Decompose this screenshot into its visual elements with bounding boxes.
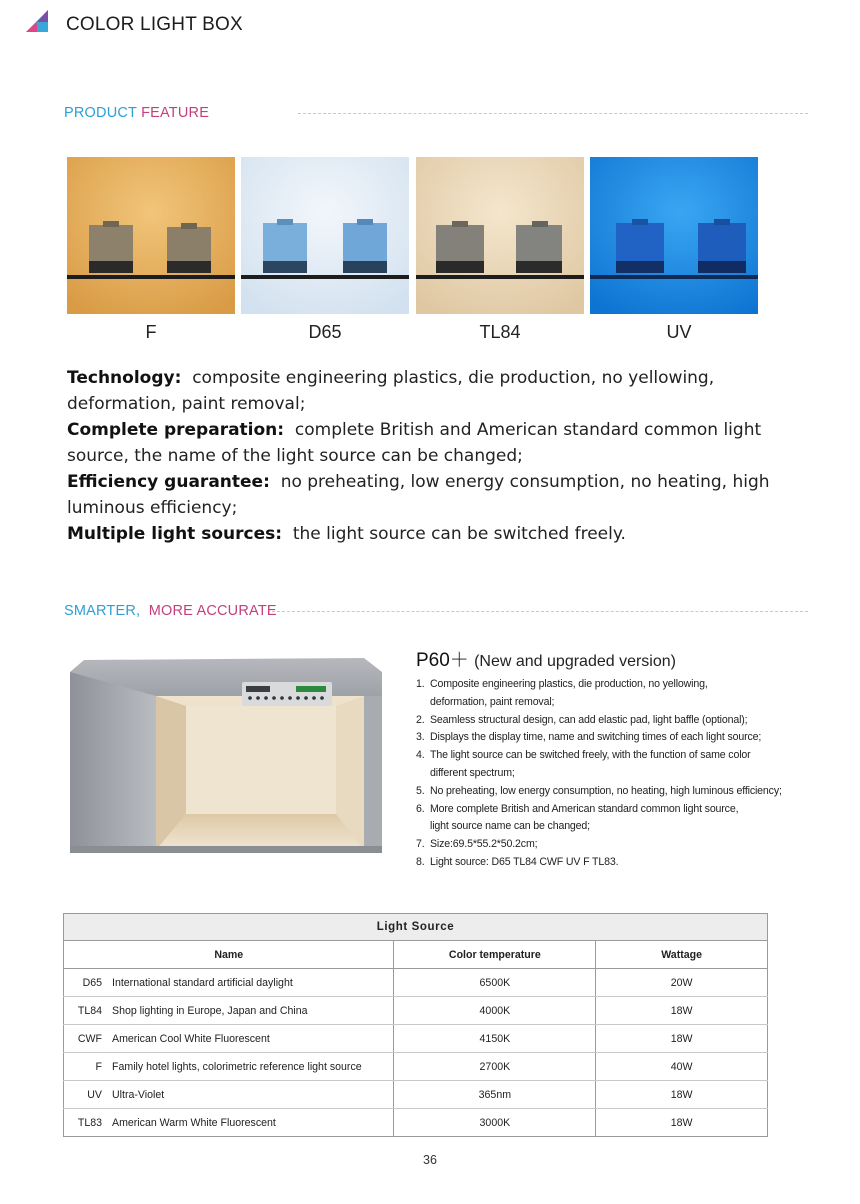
source-name: International standard artificial daylight [112, 976, 293, 989]
table-caption: Light Source [64, 914, 768, 941]
light-photo-f [67, 157, 235, 314]
feature-item: Multiple light sources: the light source can be switched freely. [67, 524, 626, 544]
wattage: 18W [596, 1081, 768, 1109]
spec-item-continued: light source name can be changed; [430, 820, 590, 833]
spec-item-continued: different spectrum; [430, 766, 515, 779]
light-photo-d65 [241, 157, 409, 314]
light-photo-uv [590, 157, 758, 314]
spec-item-continued: deformation, paint removal; [430, 695, 555, 708]
source-code: UV [87, 1088, 102, 1101]
column-header-wattage: Wattage [596, 941, 768, 969]
column-header-name: Name [64, 941, 394, 969]
spec-item: 2. Seamless structural design, can add elastic pad, light baffle (optional); [416, 713, 748, 726]
photo-label-d65: D65 [308, 322, 342, 342]
light-box-product-image [64, 636, 394, 876]
color-temperature: 365nm [394, 1081, 596, 1109]
spec-item: 8. Light source: D65 TL84 CWF UV F TL83. [416, 855, 619, 868]
source-name: American Warm White Fluorescent [112, 1116, 276, 1129]
feature-item: Efficiency guarantee: no preheating, low energy consumption, no heating, high luminous efficiency; [67, 472, 770, 518]
spec-item: 3. Displays the display time, name and switching times of each light source; [416, 731, 762, 744]
table-row [64, 1053, 768, 1081]
spec-item: 6. More complete British and American standard common light source, [416, 802, 739, 815]
spec-list [416, 676, 836, 872]
spec-item: 5. No preheating, low energy consumption, no heating, high luminous efficiency; [416, 784, 782, 797]
source-code: F [95, 1060, 102, 1073]
section-heading-smarter: SMARTER, MORE ACCURATE [64, 603, 277, 619]
wattage: 40W [596, 1053, 768, 1081]
table-row [64, 969, 768, 997]
table-row [64, 1081, 768, 1109]
source-name: Shop lighting in Europe, Japan and China [112, 1004, 308, 1017]
spec-item: 1. Composite engineering plastics, die production, no yellowing, [416, 678, 708, 690]
table-row [64, 1109, 768, 1137]
color-temperature: 6500K [394, 969, 596, 997]
photo-label-f: F [145, 322, 157, 342]
source-code: TL83 [77, 1116, 102, 1129]
page-title: COLOR LIGHT BOX [66, 14, 243, 35]
source-name: Family hotel lights, colorimetric reference light source [112, 1060, 362, 1073]
feature-item: Technology: composite engineering plastics, die production, no yellowing, deformation, paint removal; [67, 368, 715, 414]
light-photo-tl84 [416, 157, 584, 314]
color-temperature: 3000K [394, 1109, 596, 1137]
wattage: 20W [596, 969, 768, 997]
source-code: CWF [77, 1032, 102, 1045]
wattage: 18W [596, 1109, 768, 1137]
source-name: Ultra-Violet [112, 1088, 165, 1101]
source-name: American Cool White Fluorescent [112, 1032, 270, 1045]
light-source-table [63, 913, 768, 1137]
photo-label-uv: UV [666, 322, 692, 342]
table-row [64, 997, 768, 1025]
color-temperature: 4000K [394, 997, 596, 1025]
source-code: D65 [82, 976, 102, 989]
spec-item: 7. Size:69.5*55.2*50.2cm; [416, 838, 538, 851]
color-temperature: 2700K [394, 1053, 596, 1081]
spec-item: 4. The light source can be switched freely, with the function of same color [416, 749, 751, 762]
photo-label-tl84: TL84 [479, 322, 521, 342]
section-divider [298, 113, 808, 114]
brand-logo-icon [26, 10, 48, 32]
feature-item: Complete preparation: complete British and American standard common light source, the name of the light source can be changed; [67, 420, 762, 466]
column-header-temperature: Color temperature [394, 941, 596, 969]
table-row [64, 1025, 768, 1053]
product-model-title: P60＋ (New and upgraded version) [416, 650, 676, 671]
wattage: 18W [596, 1025, 768, 1053]
section-heading-product-feature: PRODUCT FEATURE [64, 105, 210, 121]
page-number: 36 [423, 1153, 437, 1167]
wattage: 18W [596, 997, 768, 1025]
color-temperature: 4150K [394, 1025, 596, 1053]
source-code: TL84 [77, 1004, 102, 1017]
section-divider [272, 611, 808, 612]
feature-list [67, 366, 787, 549]
